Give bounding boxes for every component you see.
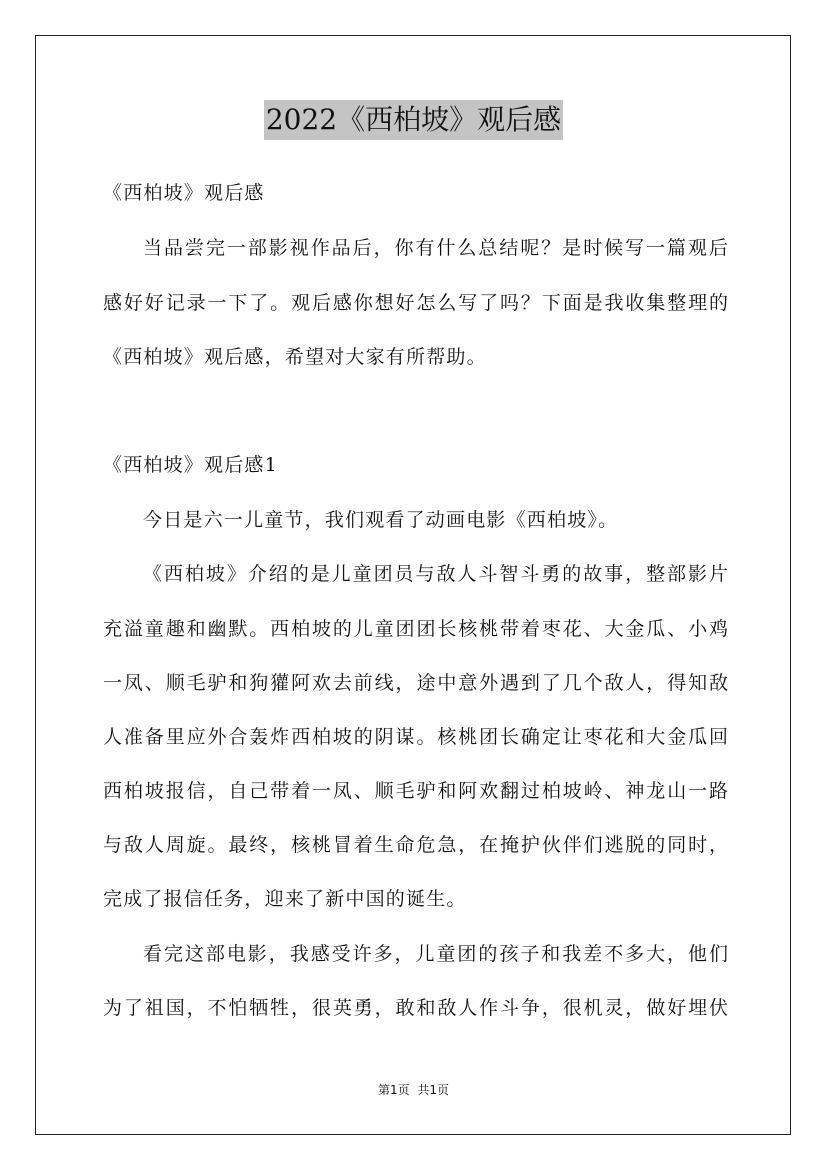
paragraph-line: 与敌人周旋。最终，核桃冒着生命危急，在掩护伙伴们逃脱的同时， [103, 834, 728, 856]
title-wrap [0, 100, 827, 140]
paragraph-line: 西柏坡报信，自己带着一凤、顺毛驴和阿欢翻过柏坡岭、神龙山一路 [103, 780, 728, 802]
page-total: 共1页 [417, 1083, 449, 1097]
paragraph-line: 充溢童趣和幽默。西柏坡的儿童团团长核桃带着枣花、大金瓜、小鸡 [103, 618, 728, 640]
paragraph-line: 人准备里应外合轰炸西柏坡的阴谋。核桃团长确定让枣花和大金瓜回 [103, 726, 728, 748]
paragraph-line: 一凤、顺毛驴和狗獾阿欢去前线，途中意外遇到了几个敌人，得知敌 [103, 672, 728, 694]
page-footer [0, 1082, 827, 1098]
paragraph-line: 《西柏坡》观后感，希望对大家有所帮助。 [103, 346, 487, 368]
subtitle-line: 《西柏坡》观后感 [103, 182, 265, 204]
paragraph-line: 《西柏坡》介绍的是儿童团员与敌人斗智斗勇的故事，整部影片 [143, 563, 728, 585]
paragraph-line: 完成了报信任务，迎来了新中国的诞生。 [103, 888, 467, 910]
paragraph-line: 为了祖国，不怕牺牲，很英勇，敢和敌人作斗争，很机灵，做好埋伏 [103, 997, 728, 1019]
paragraph-line: 今日是六一儿童节，我们观看了动画电影《西柏坡》。 [143, 509, 619, 531]
paragraph-line: 看完这部电影，我感受许多，儿童团的孩子和我差不多大，他们 [143, 943, 728, 965]
paragraph-line: 当品尝完一部影视作品后，你有什么总结呢？是时候写一篇观后 [143, 237, 728, 259]
section-heading: 《西柏坡》观后感1 [103, 454, 278, 476]
paragraph-line: 感好好记录一下了。观后感你想好怎么写了吗？下面是我收集整理的 [103, 292, 728, 314]
document-title: 2022《西柏坡》观后感 [264, 100, 563, 140]
page-number: 第1页 [378, 1083, 410, 1097]
